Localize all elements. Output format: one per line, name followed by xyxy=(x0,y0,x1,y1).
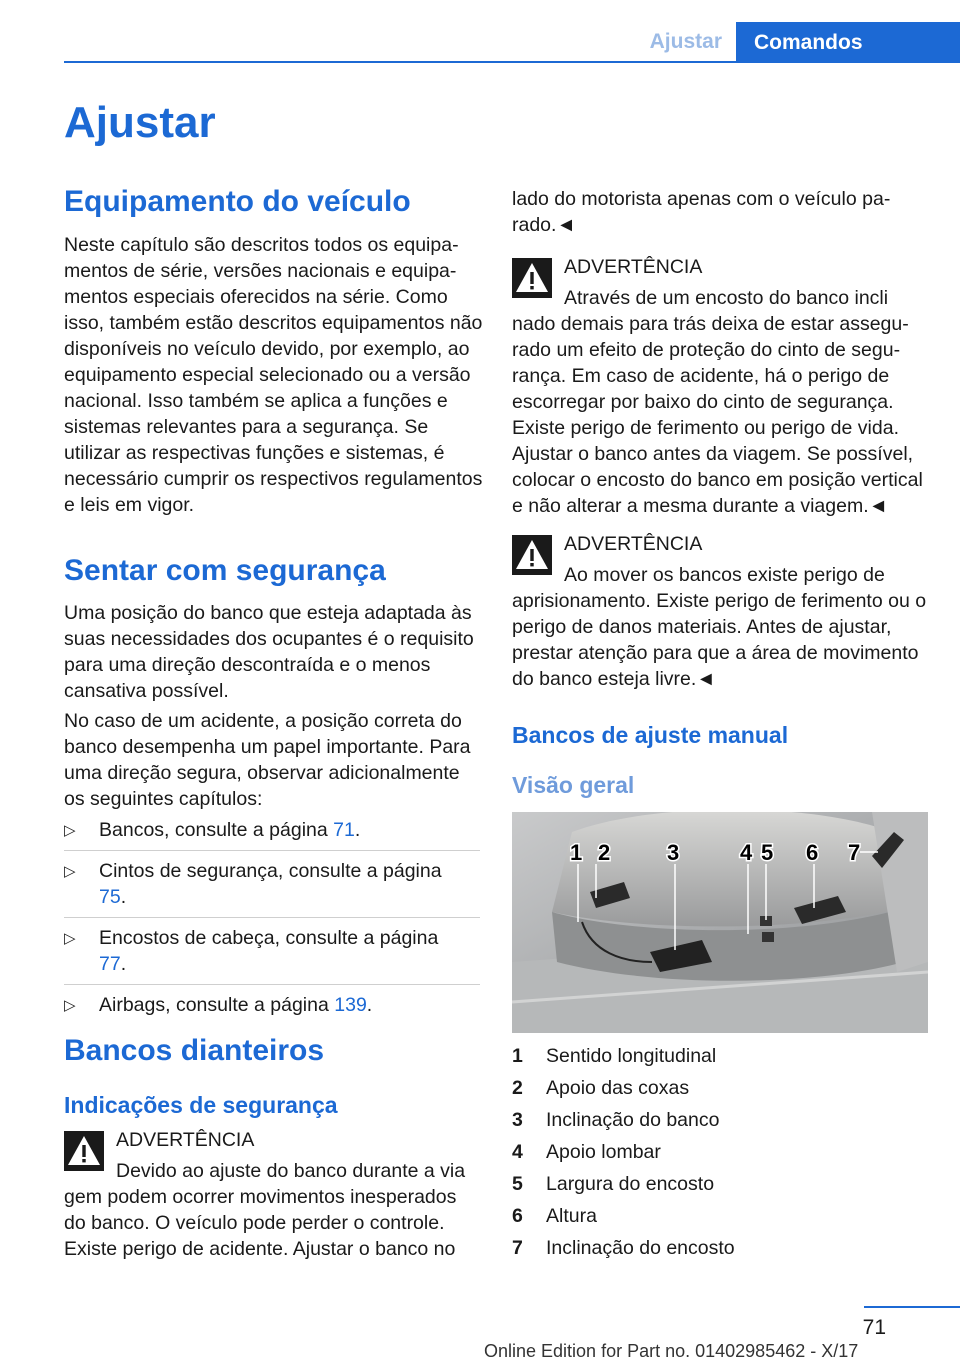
photo-label: 4 xyxy=(740,840,753,865)
warning-title: ADVERTÊNCIA xyxy=(116,1129,255,1151)
legend-item xyxy=(512,1200,928,1232)
legend-item xyxy=(512,1168,928,1200)
paragraph-continued: lado do motorista apenas com o veículo parado.◄ xyxy=(512,188,891,236)
bullet-text: Cintos de segurança, consulte a página xyxy=(99,860,442,882)
legend-number: 6 xyxy=(512,1205,523,1227)
legend-number: 2 xyxy=(512,1077,523,1099)
footer-edition: Online Edition for Part no. 01402985462 - X/17 xyxy=(484,1341,859,1361)
page-link[interactable]: 139 xyxy=(334,994,367,1016)
heading-indicacoes: Indicações de segurança xyxy=(64,1092,338,1118)
bullet-end: . xyxy=(366,994,373,1016)
photo-label: 5 xyxy=(761,840,774,865)
heading-equipamento: Equipamento do veículo xyxy=(64,185,411,218)
paragraph-equipamento: Neste capítulo são descritos todos os equipamentos de série, versões nacionais e equipamentos especiais oferecidos na série. Como isso, também estão descritos equipamentos não disponíveis no veículo devido, por exemplo, ao equipamento especial selecionado ou a versão nacional. Isso também se aplica a funções e sistemas relevantes para a segurança. Se utilizar as respectivas funções e sistemas, é necessário cumprir os respectivos regulamentos e leis em vigor. xyxy=(64,234,483,516)
legend-item xyxy=(512,1072,928,1104)
bullet-end: . xyxy=(120,953,127,975)
legend-item xyxy=(512,1104,928,1136)
legend-label: Inclinação do banco xyxy=(546,1109,720,1131)
legend-item xyxy=(512,1232,928,1264)
warning-body: nado demais para trás deixa de estar assegurado um efeito de proteção do cinto de segurança. Em caso de acidente, há o perigo de escorregar por baixo do cinto de segurança. Existe perigo de ferimento ou perigo de vida. Ajustar o banco antes da viagem. Se possível, colocar o encosto do banco em posição vertical e não alterar a mesma durante a viagem.◄ xyxy=(512,313,923,517)
list-item xyxy=(64,810,480,850)
warning-box-2 xyxy=(512,254,928,519)
warning-triangle-icon xyxy=(512,258,552,298)
warning-triangle-icon xyxy=(512,535,552,575)
warning-first-line: Devido ao ajuste do banco durante a via xyxy=(116,1160,466,1182)
footer-rule xyxy=(864,1306,960,1308)
heading-sentar: Sentar com segurança xyxy=(64,554,386,587)
legend-number: 7 xyxy=(512,1237,523,1259)
legend-label: Sentido longitudinal xyxy=(546,1045,717,1067)
list-item xyxy=(64,917,480,984)
legend-label: Largura do encosto xyxy=(546,1173,715,1195)
warning-box-3 xyxy=(512,531,928,692)
list-item xyxy=(64,850,480,917)
triangle-bullet-icon: ▷ xyxy=(64,822,76,839)
triangle-bullet-icon: ▷ xyxy=(64,863,76,880)
triangle-bullet-icon: ▷ xyxy=(64,930,76,947)
warning-title: ADVERTÊNCIA xyxy=(564,533,703,555)
legend-label: Altura xyxy=(546,1205,597,1227)
legend-item xyxy=(512,1040,928,1072)
legend-label: Apoio das coxas xyxy=(546,1077,690,1099)
heading-bancos-dianteiros: Bancos dianteiros xyxy=(64,1034,325,1067)
page-number: 71 xyxy=(862,1316,886,1339)
warning-first-line: Através de um encosto do banco incli xyxy=(564,287,889,309)
warning-title: ADVERTÊNCIA xyxy=(564,256,703,278)
legend-list xyxy=(512,1040,928,1264)
page-link[interactable]: 75 xyxy=(99,886,121,908)
photo-label: 7 xyxy=(848,840,861,865)
header-chapter-tab: Comandos xyxy=(736,22,960,62)
page-link[interactable]: 77 xyxy=(99,953,121,975)
seat-controls-photo xyxy=(512,812,928,1033)
legend-number: 5 xyxy=(512,1173,523,1195)
list-item xyxy=(64,984,480,1025)
page-title: Ajustar xyxy=(64,98,216,147)
bullet-text: Airbags, consulte a página xyxy=(99,994,335,1016)
warning-body: aprisionamento. Existe perigo de ferimento ou o perigo de danos materiais. Antes de ajustar, prestar atenção para que a área de movimento do banco esteja livre.◄ xyxy=(512,590,927,690)
legend-number: 1 xyxy=(512,1045,523,1067)
heading-bancos-manual: Bancos de ajuste manual xyxy=(512,722,789,748)
photo-label: 6 xyxy=(806,840,819,865)
photo-label: 3 xyxy=(667,840,680,865)
legend-label: Inclinação do encosto xyxy=(546,1237,735,1259)
bullet-text: Bancos, consulte a página xyxy=(99,819,334,841)
photo-label: 2 xyxy=(598,840,611,865)
header-section-label: Ajustar xyxy=(649,30,722,53)
header-rule xyxy=(64,61,960,63)
legend-item xyxy=(512,1136,928,1168)
bullet-text: Encostos de cabeça, consulte a página xyxy=(99,927,439,949)
warning-first-line: Ao mover os bancos existe perigo de xyxy=(564,564,885,586)
warning-body: gem podem ocorrer movimentos inesperados do banco. O veículo pode perder o controle. Existe perigo de acidente. Ajustar o banco no xyxy=(64,1186,457,1260)
heading-visao-geral: Visão geral xyxy=(512,772,635,798)
triangle-bullet-icon: ▷ xyxy=(64,997,76,1014)
photo-label: 1 xyxy=(570,840,583,865)
warning-box-1 xyxy=(64,1127,480,1262)
paragraph-sentar-1: Uma posição do banco que esteja adaptada às suas necessidades dos ocupantes é o requisito para uma direção descontraída e o menos cansativa possível. xyxy=(64,602,474,702)
legend-label: Apoio lombar xyxy=(546,1141,661,1163)
legend-number: 3 xyxy=(512,1109,523,1131)
warning-triangle-icon xyxy=(64,1131,104,1171)
bullet-end: . xyxy=(120,886,127,908)
bullet-list xyxy=(64,810,480,1025)
paragraph-sentar-2: No caso de um acidente, a posição correta do banco desempenha um papel importante. Para uma direção segura, observar adicionalmente os seguintes capítulos: xyxy=(64,710,471,810)
bullet-end: . xyxy=(354,819,361,841)
page-link[interactable]: 71 xyxy=(333,819,355,841)
legend-number: 4 xyxy=(512,1141,523,1163)
